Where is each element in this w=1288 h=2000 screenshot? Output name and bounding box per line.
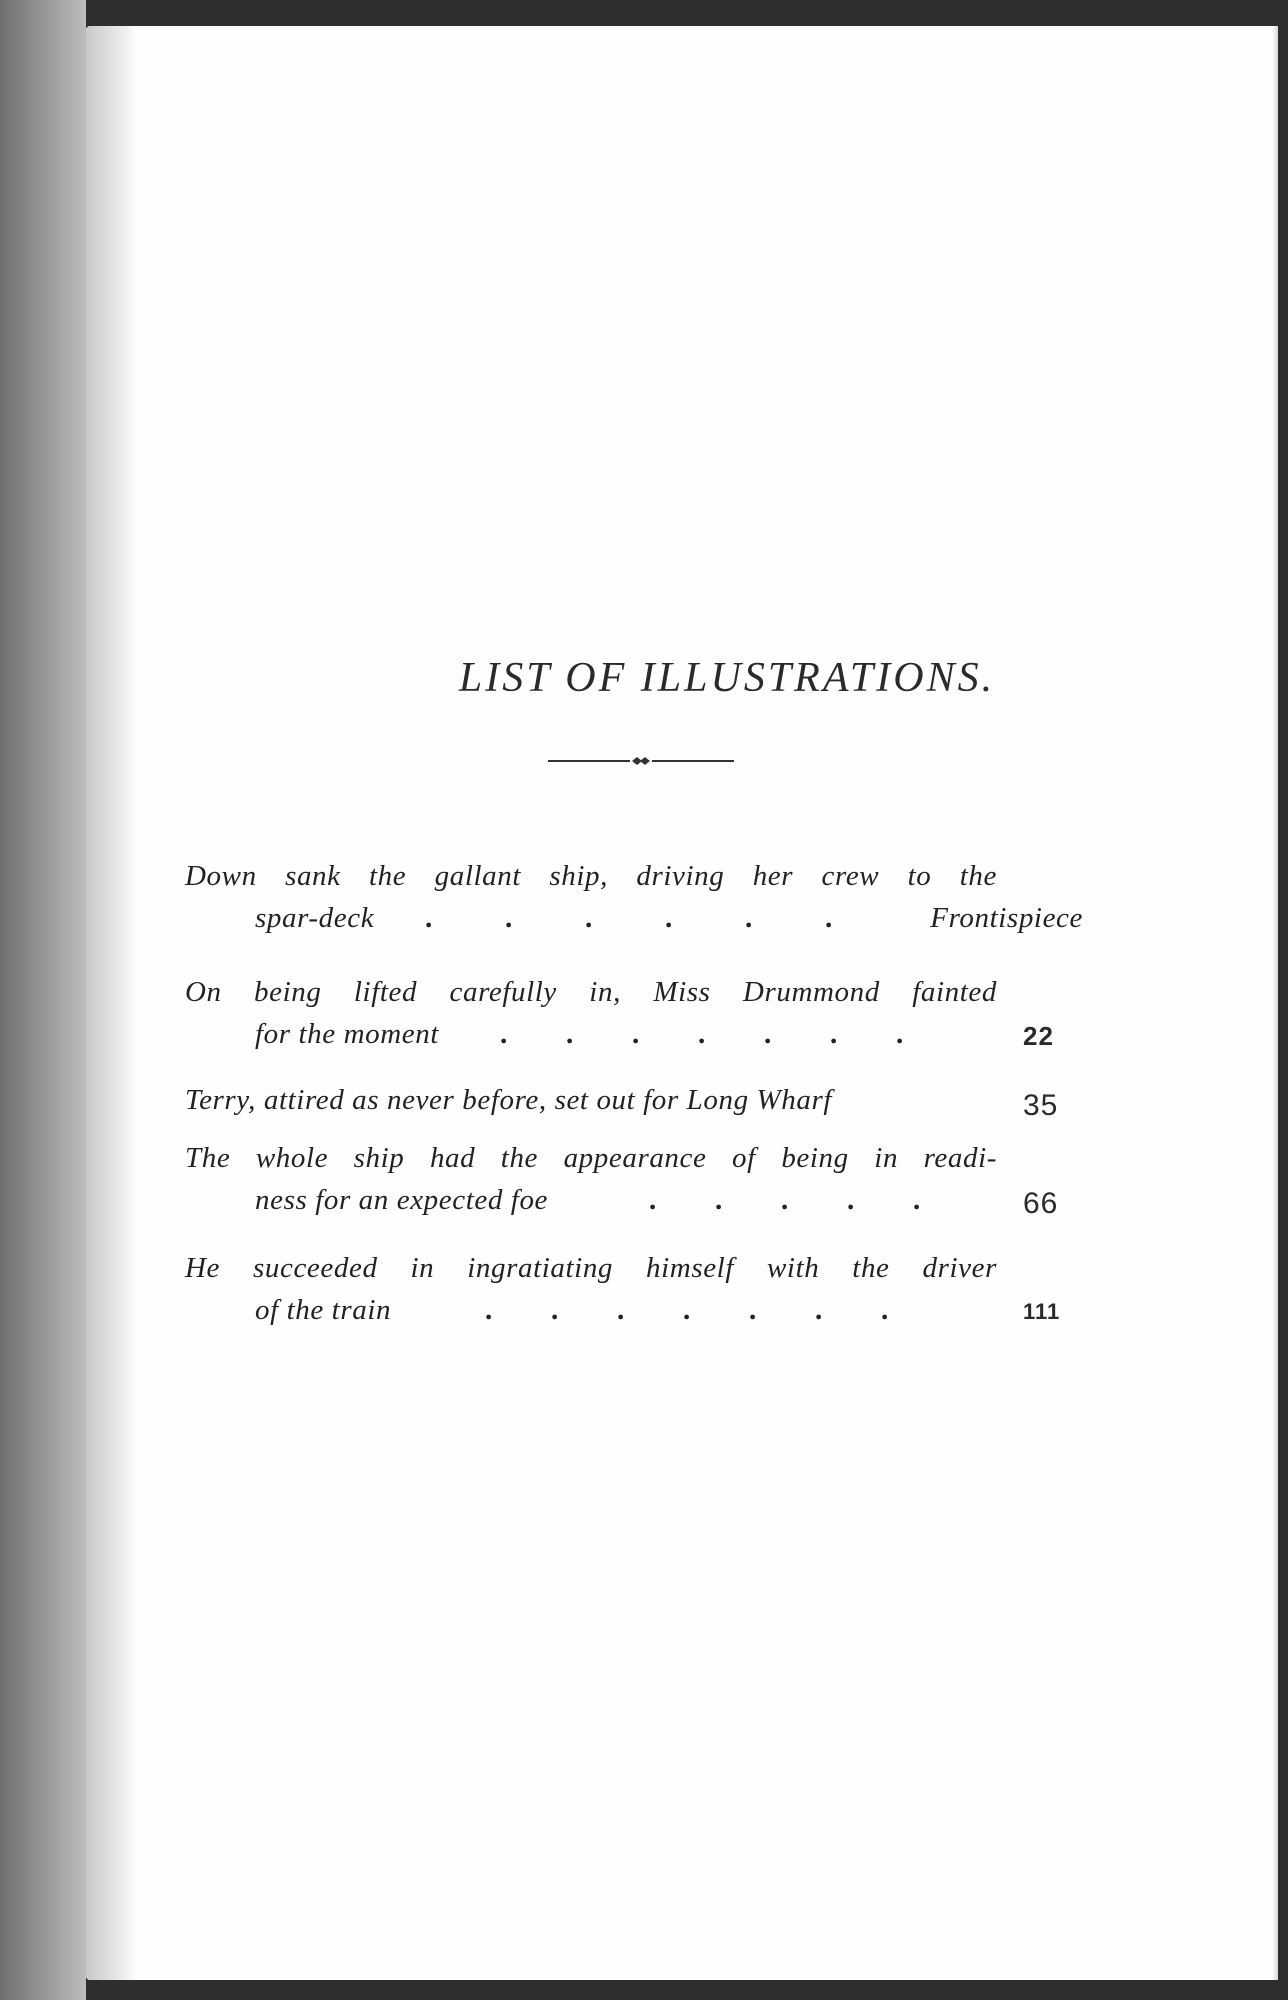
list-item xyxy=(185,970,1085,1054)
book-spine-edge xyxy=(0,0,86,2000)
caption-line-2-row: for the moment . . . . . . . 22 xyxy=(185,1014,1085,1054)
page-number: 35 xyxy=(1023,1089,1059,1122)
caption-line-2: of the train xyxy=(255,1294,392,1326)
page-number: 111 xyxy=(1023,1299,1061,1324)
caption-line-2-row: of the train . . . . . . . 111 xyxy=(185,1290,1085,1330)
page-number: 22 xyxy=(1023,1021,1054,1051)
caption-line-1: He succeeded in ingratiating himself with the driver xyxy=(185,1252,997,1284)
caption-row xyxy=(185,1078,1085,1122)
caption-line-2: ness for an expected foe xyxy=(255,1184,549,1216)
book-page xyxy=(86,26,1278,1980)
list-item xyxy=(185,1136,1085,1220)
page-title: LIST OF ILLUSTRATIONS. xyxy=(458,655,996,701)
list-item xyxy=(185,1246,1085,1330)
caption-line-2-row: spar-deck . . . . . . Frontispiece xyxy=(185,898,1085,938)
ornament-divider xyxy=(548,755,734,767)
page-number: 66 xyxy=(1023,1187,1059,1220)
caption-line-2: for the moment xyxy=(255,1018,439,1050)
caption-line-1: Down sank the gallant ship, driving her crew to the xyxy=(185,860,997,892)
caption-line-2-row: ness for an expected foe . . . . . 66 xyxy=(185,1180,1085,1220)
caption-line-1: The whole ship had the appearance of being in readi- xyxy=(185,1142,997,1174)
caption-line-2: spar-deck xyxy=(255,902,375,934)
page-right-edge xyxy=(1272,26,1278,1980)
list-item xyxy=(185,854,1085,938)
caption-line-1: Terry, attired as never before, set out for Long Wharf xyxy=(185,1084,833,1116)
list-item xyxy=(185,1078,1085,1122)
illustrations-list xyxy=(185,826,1085,1330)
caption-line-1: On being lifted carefully in, Miss Drummond fainted xyxy=(185,976,997,1008)
page-gutter-shadow xyxy=(86,26,136,1980)
page-reference: Frontispiece xyxy=(930,902,1083,934)
